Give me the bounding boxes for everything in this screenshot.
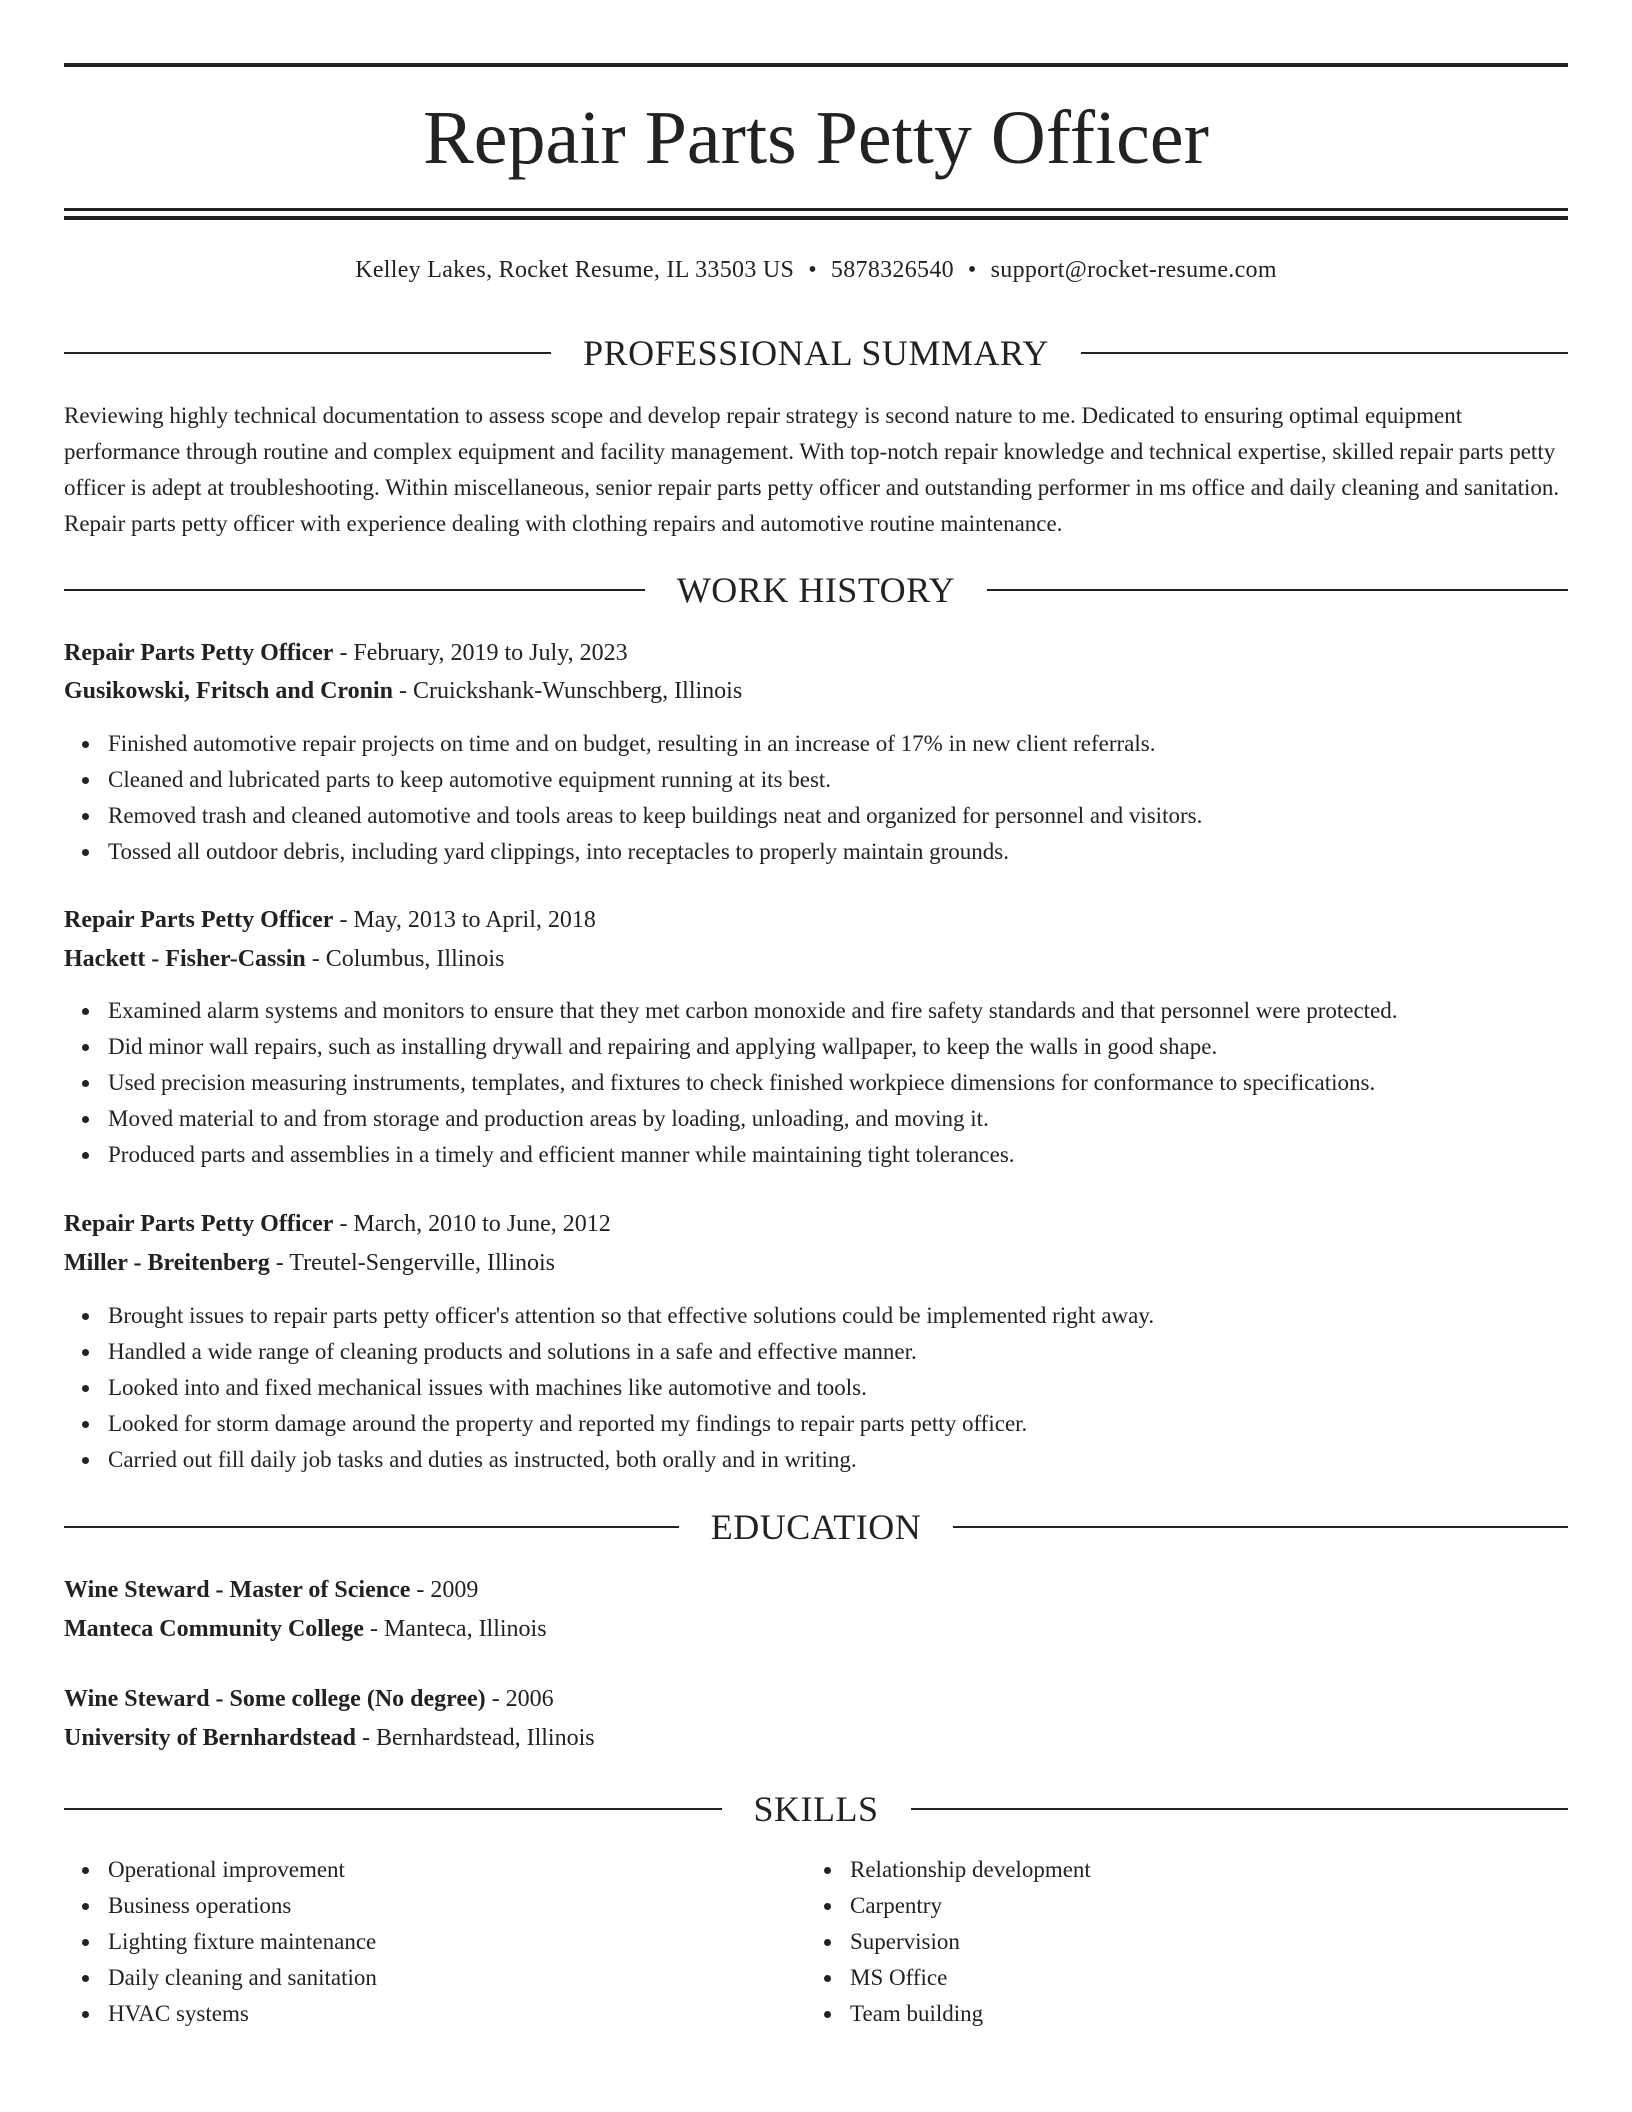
job-location: - Columbus, Illinois bbox=[305, 946, 505, 972]
skill-item: Relationship development bbox=[806, 1852, 1632, 1888]
job-bullet: Cleaned and lubricated parts to keep automotive equipment running at its best. bbox=[64, 762, 1568, 798]
contact-line bbox=[64, 252, 1568, 288]
job-title: Repair Parts Petty Officer bbox=[64, 907, 334, 933]
job-bullet: Finished automotive repair projects on time and on budget, resulting in an increase of 17% in new client referrals. bbox=[64, 726, 1568, 762]
job-bullet: Carried out fill daily job tasks and duties as instructed, both orally and in writing. bbox=[64, 1442, 1568, 1478]
heading-rule bbox=[1081, 352, 1568, 354]
job-bullets bbox=[64, 726, 1568, 870]
job-bullet: Looked into and fixed mechanical issues with machines like automotive and tools. bbox=[64, 1370, 1568, 1406]
job-bullet: Did minor wall repairs, such as installing drywall and repairing and applying wallpaper, to keep the walls in good shape. bbox=[64, 1029, 1568, 1065]
education-degree: Wine Steward - Master of Science bbox=[64, 1577, 411, 1603]
contact-address: Kelley Lakes, Rocket Resume, IL 33503 US bbox=[355, 257, 795, 283]
education-section-heading bbox=[64, 1505, 1568, 1549]
job-bullet: Moved material to and from storage and production areas by loading, unloading, and moving it. bbox=[64, 1101, 1568, 1137]
education-degree-line bbox=[64, 1571, 1568, 1609]
job-bullet: Examined alarm systems and monitors to ensure that they met carbon monoxide and fire safety standards and that personnel were protected. bbox=[64, 993, 1568, 1029]
job-location: - Treutel-Sengerville, Illinois bbox=[269, 1250, 556, 1276]
summary-text: Reviewing highly technical documentation to assess scope and develop repair strategy is second nature to me. Dedicated to ensuring optimal equipment performance through routine and complex equipment and facility management. With top-notch repair knowledge and technical expertise, skilled repair parts petty officer is adept at troubleshooting. Within miscellaneous, senior repair parts petty officer and outstanding performer in ms office and daily cleaning and sanitation. Repair parts petty officer with experience dealing with clothing repairs and automotive routine maintenance. bbox=[64, 403, 1560, 536]
contact-separator: • bbox=[808, 257, 817, 283]
header-bottom-rule bbox=[64, 216, 1568, 220]
heading-rule bbox=[911, 1808, 1569, 1810]
job-company-line bbox=[64, 940, 1568, 978]
skill-item: Lighting fixture maintenance bbox=[64, 1924, 1568, 1960]
education-year: - 2009 bbox=[410, 1577, 479, 1603]
education-year: - 2006 bbox=[485, 1686, 554, 1712]
job-title-line bbox=[64, 1205, 1568, 1243]
job-bullet: Looked for storm damage around the property and reported my findings to repair parts petty officer. bbox=[64, 1406, 1568, 1442]
skill-item: Supervision bbox=[806, 1924, 1632, 1960]
job-company: Gusikowski, Fritsch and Cronin bbox=[64, 678, 393, 704]
job-bullet: Produced parts and assemblies in a timely and efficient manner while maintaining tight tolerances. bbox=[64, 1137, 1568, 1173]
skill-item: HVAC systems bbox=[64, 1996, 1568, 2032]
job-bullet: Brought issues to repair parts petty officer's attention so that effective solutions could be implemented right away. bbox=[64, 1298, 1568, 1334]
heading-rule bbox=[987, 589, 1568, 591]
skills-section-heading bbox=[64, 1787, 1568, 1831]
section-title: EDUCATION bbox=[710, 1507, 922, 1547]
job-bullet: Removed trash and cleaned automotive and tools areas to keep buildings neat and organized for personnel and visitors. bbox=[64, 798, 1568, 834]
heading-rule bbox=[64, 352, 551, 354]
contact-email: support@rocket-resume.com bbox=[990, 257, 1277, 283]
job-company-line bbox=[64, 672, 1568, 710]
skills-list-right bbox=[806, 1852, 1632, 2032]
skill-item: Carpentry bbox=[806, 1888, 1632, 1924]
job-location: - Cruickshank-Wunschberg, Illinois bbox=[392, 678, 743, 704]
job-company: Miller - Breitenberg bbox=[64, 1250, 270, 1276]
job-title: Repair Parts Petty Officer bbox=[64, 640, 334, 666]
skill-item: Team building bbox=[806, 1996, 1632, 2032]
job-bullets bbox=[64, 993, 1568, 1173]
education-degree-line bbox=[64, 1680, 1568, 1718]
section-title: PROFESSIONAL SUMMARY bbox=[583, 333, 1049, 373]
job-dates: - March, 2010 to June, 2012 bbox=[333, 1211, 611, 1237]
heading-rule bbox=[953, 1526, 1568, 1528]
header-top-rule bbox=[64, 63, 1568, 67]
work-section-heading bbox=[64, 568, 1568, 612]
contact-separator: • bbox=[967, 257, 977, 283]
job-bullet: Tossed all outdoor debris, including yard clippings, into receptacles to properly maintain grounds. bbox=[64, 834, 1568, 870]
summary-section-heading bbox=[64, 331, 1568, 375]
job-title-line bbox=[64, 634, 1568, 672]
skill-item: MS Office bbox=[806, 1960, 1632, 1996]
job-company: Hackett - Fisher-Cassin bbox=[64, 946, 306, 972]
section-title: WORK HISTORY bbox=[676, 570, 956, 610]
education-school-line bbox=[64, 1610, 1568, 1648]
skill-item: Business operations bbox=[64, 1888, 1568, 1924]
job-dates: - February, 2019 to July, 2023 bbox=[333, 640, 628, 666]
job-bullets bbox=[64, 1298, 1568, 1478]
heading-rule bbox=[64, 1526, 679, 1528]
header-bottom-rule bbox=[64, 208, 1568, 211]
section-title: SKILLS bbox=[753, 1789, 879, 1829]
education-school: Manteca Community College bbox=[64, 1616, 364, 1642]
job-title: Repair Parts Petty Officer bbox=[64, 1211, 334, 1237]
heading-rule bbox=[64, 1808, 722, 1810]
skill-item: Operational improvement bbox=[64, 1852, 1568, 1888]
education-school: University of Bernhardstead bbox=[64, 1725, 356, 1751]
job-bullet: Handled a wide range of cleaning products and solutions in a safe and effective manner. bbox=[64, 1334, 1568, 1370]
contact-phone: 5878326540 bbox=[830, 257, 954, 283]
job-company-line bbox=[64, 1244, 1568, 1282]
job-title-line bbox=[64, 901, 1568, 939]
education-location: - Bernhardstead, Illinois bbox=[355, 1725, 595, 1751]
education-location: - Manteca, Illinois bbox=[363, 1616, 547, 1642]
education-school-line bbox=[64, 1719, 1568, 1757]
job-bullet: Used precision measuring instruments, templates, and fixtures to check finished workpiece dimensions for conformance to specifications. bbox=[64, 1065, 1568, 1101]
heading-rule bbox=[64, 589, 645, 591]
page-title: Repair Parts Petty Officer bbox=[423, 96, 1209, 180]
skill-item: Daily cleaning and sanitation bbox=[64, 1960, 1568, 1996]
education-degree: Wine Steward - Some college (No degree) bbox=[64, 1686, 486, 1712]
job-dates: - May, 2013 to April, 2018 bbox=[333, 907, 596, 933]
